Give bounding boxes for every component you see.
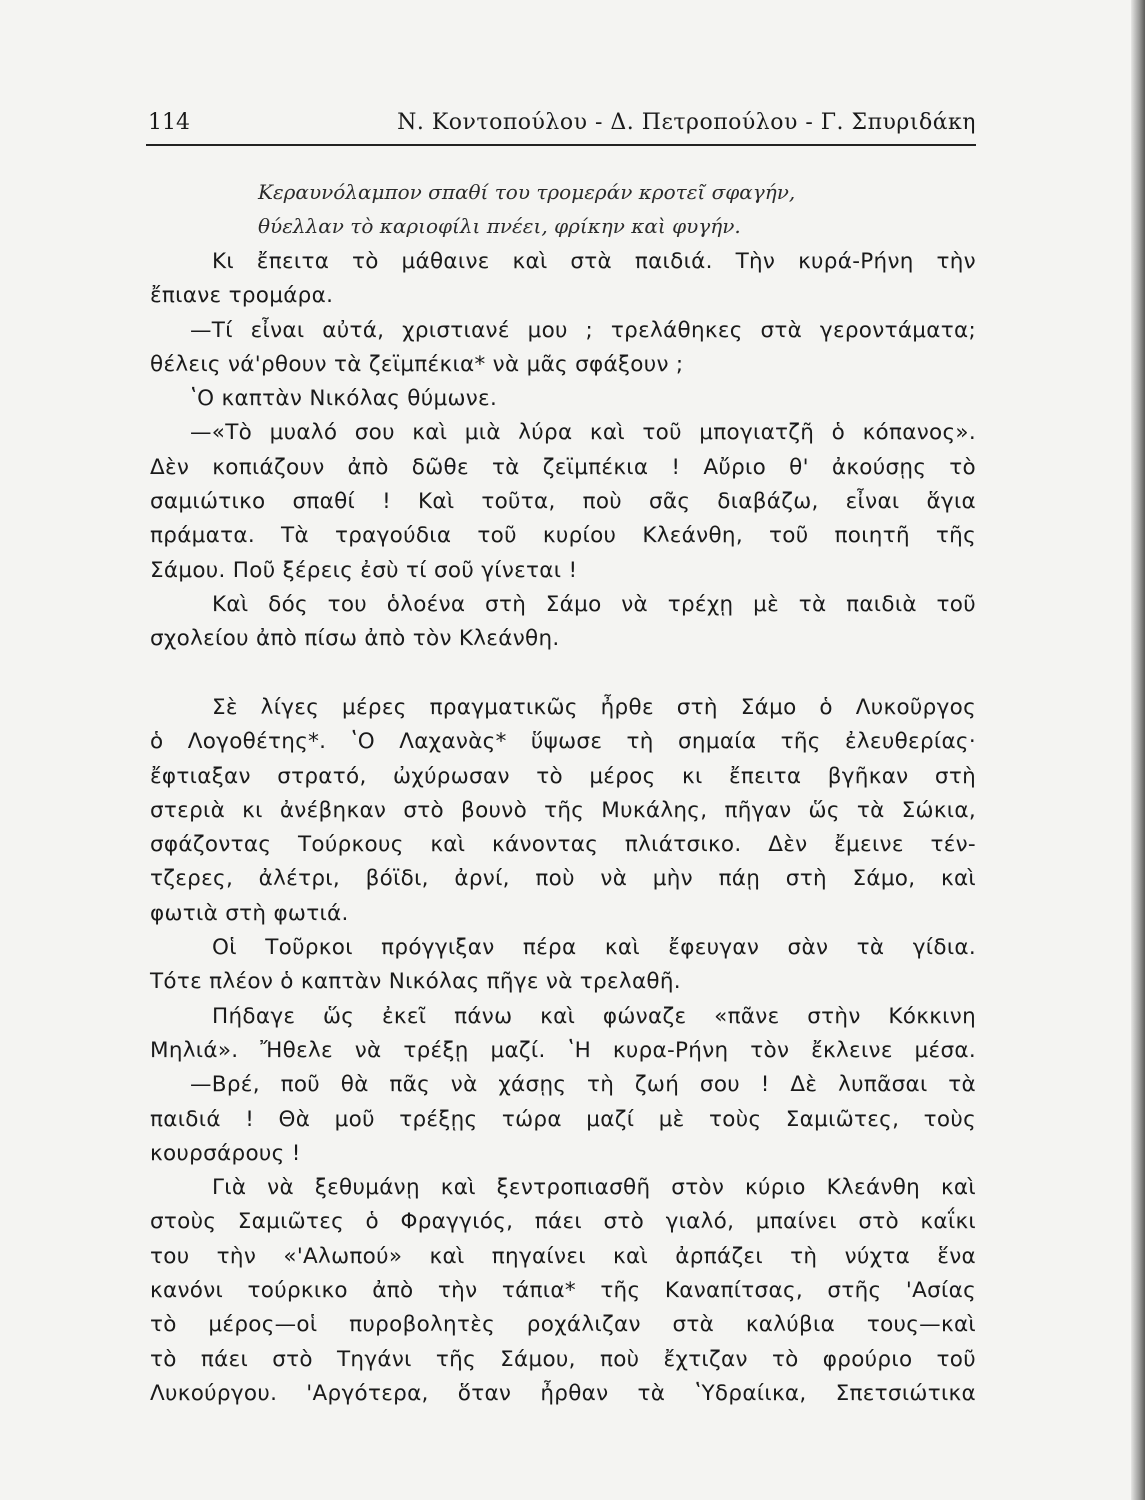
text-block-1	[150, 245, 976, 657]
running-head-authors: Ν. Κοντοπούλου - Δ. Πετροπούλου - Γ. Σπυριδάκη	[397, 110, 976, 135]
text-line: Τότε πλέον ὁ καπτὰν Νικόλας πῆγε νὰ τρελαθῆ.	[150, 969, 681, 995]
text-line: θέλεις νά'ρθουν τὰ ζεϊμπέκια* νὰ μᾶς σφάξουν ;	[150, 351, 684, 377]
page-number: 114	[148, 110, 190, 135]
text-line: τὸ μέρος—οἱ πυροβολητὲς ροχάλιζαν στὰ καλύβια τους—καὶ	[150, 1312, 976, 1338]
text-line: Πήδαγε ὥς ἐκεῖ πάνω καὶ φώναζε «πᾶνε στὴν Κόκκινη	[212, 1003, 976, 1029]
text-line: σφάζοντας Τούρκους καὶ κάνοντας πλιάτσικο. Δὲν ἔμεινε τέν-	[150, 832, 976, 858]
text-line: φωτιὰ στὴ φωτιά.	[150, 900, 349, 926]
text-line: Σάμου. Ποῦ ξέρεις ἐσὺ τί σοῦ γίνεται !	[150, 557, 578, 583]
text-line: τὸ πάει στὸ Τηγάνι τῆς Σάμου, ποὺ ἔχτιζαν τὸ φρούριο τοῦ	[150, 1346, 976, 1372]
text-line: στοὺς Σαμιῶτες ὁ Φραγγιός, πάει στὸ γιαλό, μπαίνει στὸ καΐκι	[150, 1209, 976, 1235]
poem-quote	[258, 175, 795, 243]
poem-line: θύελλαν τὸ καριοφίλι πνέει, φρίκην καὶ φυγήν.	[258, 214, 741, 238]
text-line: σχολείου ἀπὸ πίσω ἀπὸ τὸν Κλεάνθη.	[150, 626, 560, 652]
text-line: Καὶ δός του ὁλοένα στὴ Σάμο νὰ τρέχῃ μὲ τὰ παιδιὰ τοῦ	[212, 591, 976, 617]
text-block-2	[150, 691, 976, 1411]
text-line: κανόνι τούρκικο ἀπὸ τὴν τάπια* τῆς Καναπίτσας, στῆς 'Ασίας	[150, 1278, 976, 1304]
text-line: σαμιώτικο σπαθί ! Καὶ τοῦτα, ποὺ σᾶς διαβάζω, εἶναι ἅγια	[150, 489, 976, 515]
text-line: —Βρέ, ποῦ θὰ πᾶς νὰ χάσῃς τὴ ζωή σου ! Δὲ λυπᾶσαι τὰ	[190, 1072, 976, 1098]
text-line: ἔπιανε τρομάρα.	[150, 283, 334, 309]
poem-line: Κεραυνόλαμπον σπαθί του τρομεράν κροτεῖ σφαγήν,	[258, 180, 796, 204]
text-line: πράματα. Τὰ τραγούδια τοῦ κυρίου Κλεάνθη, τοῦ ποιητῆ τῆς	[150, 523, 976, 549]
text-line: Λυκούργου. 'Αργότερα, ὅταν ἦρθαν τὰ ʽΥδραίικα, Σπετσιώτικα	[150, 1380, 976, 1406]
text-line: Δὲν κοπιάζουν ἀπὸ δῶθε τὰ ζεϊμπέκια ! Αὔριο θ' ἀκούσῃς τὸ	[150, 454, 976, 480]
text-line: κουρσάρους !	[150, 1140, 301, 1166]
text-line: Κι ἔπειτα τὸ μάθαινε καὶ στὰ παιδιά. Τὴν κυρά-Ρήνη τὴν	[212, 249, 976, 274]
text-line: Οἱ Τοῦρκοι πρόγγιξαν πέρα καὶ ἔφευγαν σὰν τὰ γίδια.	[212, 935, 976, 961]
text-line: παιδιά ! Θὰ μοῦ τρέξῃς τώρα μαζί μὲ τοὺς Σαμιῶτες, τοὺς	[150, 1106, 976, 1132]
text-line: Μηλιά». Ἤθελε νὰ τρέξῃ μαζί. ʽΗ κυρα-Ρήνη τὸν ἔκλεινε μέσα.	[150, 1037, 976, 1063]
text-line: ἔφτιαξαν στρατό, ὠχύρωσαν τὸ μέρος κι ἔπειτα βγῆκαν στὴ	[150, 763, 976, 789]
text-line: ὁ Λογοθέτης*. ʽΟ Λαχανὰς* ὕψωσε τὴ σημαία τῆς ἐλευθερίας·	[150, 729, 976, 755]
running-header	[146, 104, 976, 146]
text-line: του τὴν «'Αλωπού» καὶ πηγαίνει καὶ ἀρπάζει τὴ νύχτα ἕνα	[150, 1243, 976, 1269]
text-line: —Τί εἶναι αὐτά, χριστιανέ μου ; τρελάθηκες στὰ γεροντάματα;	[190, 317, 976, 343]
text-line: Σὲ λίγες μέρες πραγματικῶς ἦρθε στὴ Σάμο ὁ Λυκοῦργος	[212, 695, 976, 720]
page-edge-shadow	[1131, 0, 1145, 1500]
text-line: Γιὰ νὰ ξεθυμάνῃ καὶ ξεντροπιασθῆ στὸν κύριο Κλεάνθη καὶ	[212, 1175, 976, 1201]
text-line: —«Τὸ μυαλό σου καὶ μιὰ λύρα καὶ τοῦ μπογιατζῆ ὁ κόπανος».	[190, 420, 976, 446]
text-line: τζερες, ἀλέτρι, βόϊδι, ἀρνί, ποὺ νὰ μὴν πάῃ στὴ Σάμο, καὶ	[150, 866, 976, 892]
text-line: ʽΟ καπτὰν Νικόλας θύμωνε.	[190, 386, 498, 412]
text-line: στεριὰ κι ἀνέβηκαν στὸ βουνὸ τῆς Μυκάλης, πῆγαν ὥς τὰ Σώκια,	[150, 797, 976, 823]
